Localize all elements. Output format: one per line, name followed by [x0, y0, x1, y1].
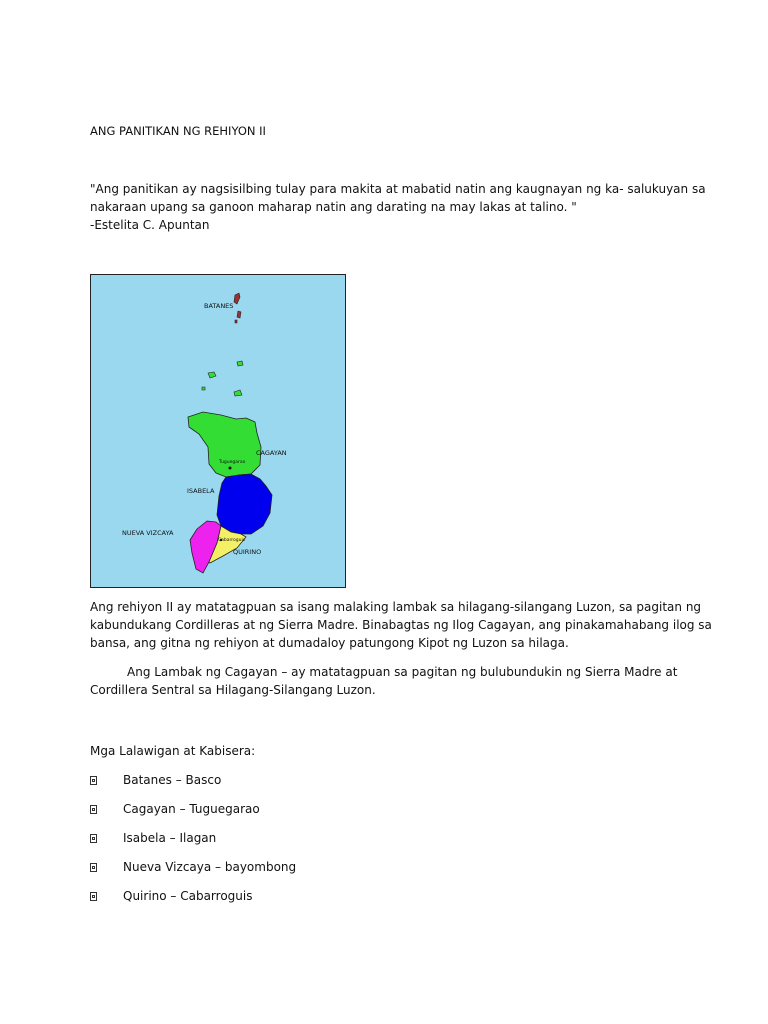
label-cabarroguis: Cabarroguis	[218, 538, 246, 543]
list-item-text: Quirino – Cabarroguis	[123, 889, 253, 903]
batanes-island	[235, 320, 237, 323]
list-item	[90, 887, 252, 905]
batanes-island	[237, 311, 241, 318]
paragraph-line: Cordillera Sentral sa Hilagang-Silangang Luzon.	[90, 683, 376, 697]
label-isabela: ISABELA	[187, 487, 215, 495]
bullet-icon	[90, 805, 97, 814]
quote-block	[90, 180, 706, 234]
list-item	[90, 800, 260, 818]
list-item-text: Nueva Vizcaya – bayombong	[123, 860, 297, 874]
paragraph-line: Ang rehiyon II ay matatagpuan sa isang malaking lambak sa hilagang-silangang Luzon, sa pagitan ng	[90, 600, 702, 614]
label-tuguegarao: Tuguegarao	[219, 460, 246, 465]
page-title: ANG PANITIKAN NG REHIYON II	[90, 124, 266, 138]
paragraph-line: Ang Lambak ng Cagayan – ay matatagpuan sa pagitan ng bulubundukin ng Sierra Madre at	[127, 665, 678, 679]
label-cagayan: CAGAYAN	[256, 449, 287, 457]
list-item	[90, 771, 221, 789]
quote-attribution: -Estelita C. Apuntan	[90, 218, 210, 232]
label-batanes: BATANES	[204, 302, 234, 310]
bullet-icon	[90, 863, 97, 872]
paragraph-line: kabundukang Cordilleras at ng Sierra Madre. Binabagtas ng Ilog Cagayan, ang pinakamahabang ilog sa	[90, 618, 712, 632]
bullet-icon	[90, 892, 97, 901]
paragraph-line: bansa, ang gitna ng rehiyon at dumadaloy patungong Kipot ng Luzon sa hilaga.	[90, 636, 569, 650]
list-item-text: Cagayan – Tuguegarao	[123, 802, 260, 816]
province-isabela	[217, 474, 272, 534]
label-quirino: QUIRINO	[233, 548, 262, 556]
bullet-icon	[90, 834, 97, 843]
region-map	[90, 274, 346, 588]
label-nueva-vizcaya: NUEVA VIZCAYA	[122, 529, 174, 537]
list-item-text: Batanes – Basco	[123, 773, 222, 787]
bullet-icon	[90, 776, 97, 785]
babuyan-island	[202, 387, 205, 390]
list-item-text: Isabela – Ilagan	[123, 831, 217, 845]
list-item	[90, 858, 296, 876]
list-heading: Mga Lalawigan at Kabisera:	[90, 744, 256, 758]
quote-line: "Ang panitikan ay nagsisilbing tulay para makita at mabatid natin ang kaugnayan ng ka- salukuyan sa	[90, 182, 706, 196]
babuyan-island	[237, 361, 243, 366]
paragraph-region-description	[90, 598, 712, 652]
quote-line: nakaraan upang sa ganoon maharap natin ang darating na may lakas at talino. "	[90, 200, 577, 214]
list-item	[90, 829, 216, 847]
paragraph-cagayan-valley	[90, 663, 677, 699]
